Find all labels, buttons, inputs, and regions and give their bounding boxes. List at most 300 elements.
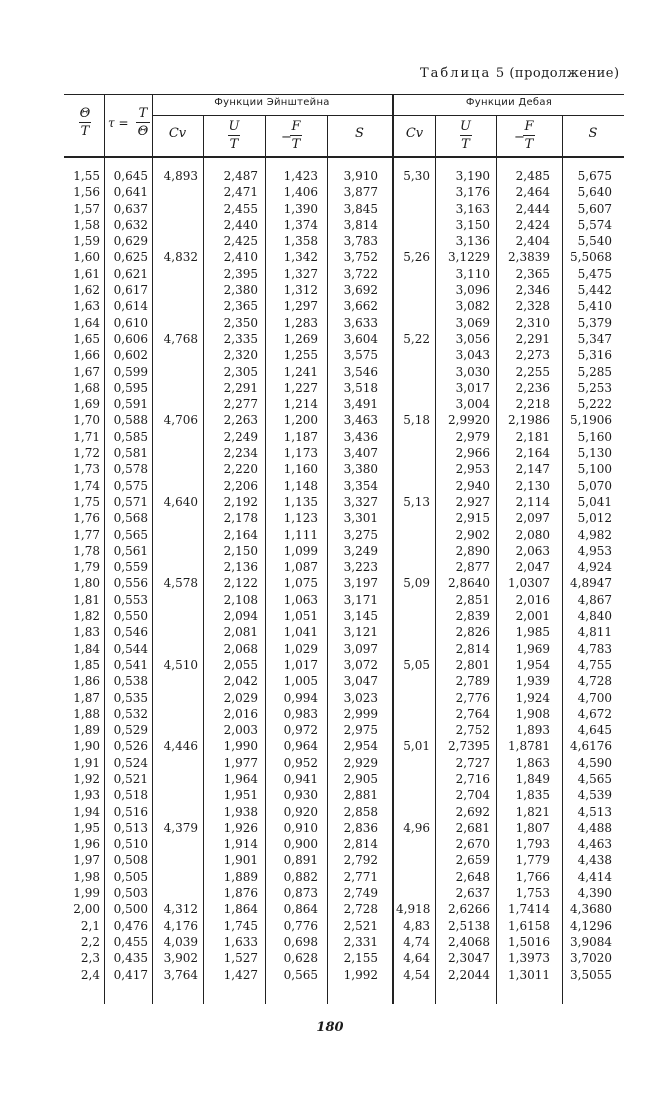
table-cell [396,478,430,494]
table-cell: 1,56 [73,185,100,200]
table-cell [156,706,198,722]
table-cell: 5,160 [577,429,612,444]
table-cell [156,478,198,494]
table-cell: 1,65 [73,331,100,346]
table-cell [396,364,430,380]
table-cell: 3,072 [343,657,378,672]
table-cell [156,755,198,771]
table-cell: 2,097 [515,511,550,526]
table-cell: 2,094 [223,609,258,624]
table-cell: 4,510 [163,657,198,672]
table-cell [156,885,198,901]
table-cell: 1,633 [223,934,258,949]
table-cell: 1,908 [515,706,550,721]
debye-u-over-t-column [440,168,490,983]
table-cell: 1,84 [73,641,100,656]
table-cell: 4,3680 [570,902,612,917]
table-cell: 1,269 [283,331,318,346]
table-cell: 0,417 [113,967,148,982]
table-cell: 2,5138 [448,918,490,933]
table-cell [396,461,430,477]
table-cell: 1,90 [73,739,100,754]
table-cell: 1,051 [283,609,318,624]
table-cell: 0,513 [113,820,148,835]
table-cell [396,852,430,868]
table-cell: 0,891 [283,853,318,868]
table-cell: 2,8640 [448,576,490,591]
table-cell: 1,8781 [508,739,550,754]
theta-num: Θ [79,106,91,121]
table-cell: 5,640 [577,185,612,200]
table-cell: 2,080 [515,527,550,542]
table-cell: 1,93 [73,788,100,803]
table-cell: 2,136 [223,560,258,575]
table-cell: 1,779 [515,853,550,868]
table-cell: 3,190 [455,169,490,183]
table-cell: 5,22 [403,331,430,346]
table-cell: 2,310 [515,315,550,330]
table-cell [396,201,430,217]
table-cell [396,706,430,722]
table-cell: 2,328 [515,299,550,314]
table-cell: 1,57 [73,201,100,216]
table-cell: 2,263 [223,413,258,428]
header-bottom-rule [64,156,624,158]
table-cell: 1,55 [73,169,100,183]
table-cell: 3,604 [343,331,378,346]
table-cell: 1,82 [73,609,100,624]
table-cell: 2,749 [343,886,378,901]
table-cell: 3,043 [455,348,490,363]
table-cell: 0,614 [113,299,148,314]
table-cell: 3,722 [343,266,378,281]
table-cell: 2,029 [223,690,258,705]
table-cell: 4,438 [577,853,612,868]
table-cell: 0,629 [113,234,148,249]
table-cell: 2,206 [223,478,258,493]
table-cell: 0,606 [113,331,148,346]
table-cell: 3,9084 [570,934,612,949]
table-cell: 2,9920 [448,413,490,428]
tau-den: Θ [137,124,149,139]
table-cell: 0,873 [283,886,318,901]
table-cell: 3,097 [343,641,378,656]
table-cell: 3,056 [455,331,490,346]
table-cell: 2,130 [515,478,550,493]
table-cell: 2,487 [223,169,258,183]
table-cell: 0,910 [283,820,318,835]
table-cell: 2,277 [223,397,258,412]
table-cell: 0,930 [283,788,318,803]
table-cell: 1,990 [223,739,258,754]
table-cell: 3,023 [343,690,378,705]
debye-cv-header: Cv [405,126,424,141]
einstein-group-header: Функции Эйнштейна [214,97,330,108]
table-cell: 1,951 [223,788,258,803]
table-cell: 2,291 [515,331,550,346]
table-cell: 0,556 [113,576,148,591]
table-cell: 2,826 [455,625,490,640]
table-cell: 4,83 [403,918,430,933]
table-cell: 0,621 [113,266,148,281]
table-cell: 3,380 [343,462,378,477]
table-cell: 0,591 [113,397,148,412]
table-cell: 0,508 [113,853,148,868]
table-cell: 2,836 [343,820,378,835]
table-cell: 0,455 [113,934,148,949]
table-cell: 1,95 [73,820,100,835]
table-cell: 4,672 [577,706,612,721]
table-cell: 1,406 [283,185,318,200]
table-cell: 4,390 [577,886,612,901]
table-cell [396,755,430,771]
table-cell [156,543,198,559]
table-cell: 2,927 [455,494,490,509]
table-cell: 3,171 [343,592,378,607]
table-cell: 1,342 [283,250,318,265]
table-cell: 1,214 [283,397,318,412]
table-cell: 1,5016 [508,934,550,949]
table-cell [156,347,198,363]
table-cell: 1,160 [283,462,318,477]
table-cell: 5,540 [577,234,612,249]
caption-label: Таблица [420,66,492,81]
table-cell [156,380,198,396]
col-rule-5 [327,115,328,1004]
debye-s-column [566,168,612,983]
table-cell: 5,442 [577,283,612,298]
table-cell: 1,111 [283,527,318,542]
table-cell: 1,66 [73,348,100,363]
col-rule-3 [203,115,204,1004]
table-cell: 1,063 [283,592,318,607]
table-cell: 0,565 [113,527,148,542]
table-cell: 0,526 [113,739,148,754]
table-cell: 1,61 [73,266,100,281]
table-cell: 1,86 [73,674,100,689]
table-cell: 4,1296 [570,918,612,933]
table-cell [156,608,198,624]
table-cell: 2,670 [455,837,490,852]
table-cell: 3,575 [343,348,378,363]
col-rule-1 [104,94,105,1004]
table-cell: 4,54 [403,967,430,982]
table-cell: 2,2044 [448,967,490,982]
table-cell: 4,700 [577,690,612,705]
table-cell: 5,30 [403,169,430,183]
table-cell: 2,3839 [508,250,550,265]
table-cell [396,282,430,298]
table-cell [396,233,430,249]
table-cell: 1,327 [283,266,318,281]
table-cell: 2,1986 [508,413,550,428]
table-cell: 5,410 [577,299,612,314]
table-cell: 0,625 [113,250,148,265]
table-cell: 1,901 [223,853,258,868]
table-cell: 0,476 [113,918,148,933]
table-cell: 4,488 [577,820,612,835]
table-cell: 2,929 [343,755,378,770]
table-cell: 5,675 [577,169,612,183]
table-cell: 1,97 [73,853,100,868]
table-cell [156,527,198,543]
table-cell: 0,972 [283,723,318,738]
table-cell: 4,768 [163,331,198,346]
table-cell [156,298,198,314]
table-cell: 2,464 [515,185,550,200]
table-cell: 1,75 [73,494,100,509]
table-cell: 2,728 [343,902,378,917]
table-cell [396,543,430,559]
table-cell: 3,301 [343,511,378,526]
table-cell: 2,440 [223,217,258,232]
table-cell: 2,001 [515,609,550,624]
table-cell: 1,849 [515,771,550,786]
table-cell: 5,041 [577,494,612,509]
table-cell: 4,867 [577,592,612,607]
table-cell: 0,952 [283,755,318,770]
table-cell: 2,858 [343,804,378,819]
table-cell: 4,982 [577,527,612,542]
table-cell: 3,518 [343,380,378,395]
table-cell: 0,595 [113,380,148,395]
table-cell: 0,941 [283,771,318,786]
table-cell: 2,2 [80,934,100,949]
table-cell [156,315,198,331]
table-cell: 2,320 [223,348,258,363]
table-cell: 0,561 [113,543,148,558]
table-cell: 0,529 [113,723,148,738]
table-cell: 2,063 [515,543,550,558]
table-cell: 2,839 [455,609,490,624]
tau-num: T [138,106,148,121]
table-cell: 1,893 [515,723,550,738]
table-cell: 1,91 [73,755,100,770]
table-cell [396,771,430,787]
table-cell: 2,122 [223,576,258,591]
table-cell: 1,89 [73,723,100,738]
table-cell: 0,588 [113,413,148,428]
table-cell: 3,110 [455,266,490,281]
table-cell: 1,81 [73,592,100,607]
table-cell: 1,67 [73,364,100,379]
table-cell: 5,070 [577,478,612,493]
table-cell: 1,939 [515,674,550,689]
table-cell: 3,436 [343,429,378,444]
einstein-minus-f-over-t-column [270,168,318,983]
table-cell: 2,752 [455,723,490,738]
table-cell: 3,407 [343,446,378,461]
table-cell: 0,541 [113,657,148,672]
table-cell: 2,776 [455,690,490,705]
table-cell: 5,475 [577,266,612,281]
table-cell: 2,236 [515,380,550,395]
table-cell: 0,983 [283,706,318,721]
table-cell: 3,017 [455,380,490,395]
table-cell: 0,568 [113,511,148,526]
table-cell: 2,915 [455,511,490,526]
table-cell: 3,692 [343,283,378,298]
table-cell [396,217,430,233]
einstein-cv-column [156,168,198,983]
table-cell: 3,163 [455,201,490,216]
table-cell: 1,374 [283,217,318,232]
group-sub-rule [152,115,624,116]
table-cell: 4,463 [577,837,612,852]
table-cell: 2,814 [343,837,378,852]
table-cell [396,315,430,331]
table-cell: 2,164 [515,446,550,461]
table-cell: 1,62 [73,283,100,298]
group-divider-rule [392,94,394,1004]
table-cell: 1,297 [283,299,318,314]
table-cell: 2,365 [515,266,550,281]
table-cell: 2,7395 [448,739,490,754]
table-cell: 2,192 [223,494,258,509]
table-cell: 3,030 [455,364,490,379]
table-cell: 2,164 [223,527,258,542]
table-cell: 2,902 [455,527,490,542]
table-cell: 1,312 [283,283,318,298]
debye-group-header: Функции Дебая [465,97,553,108]
table-cell: 5,18 [403,413,430,428]
table-cell: 0,641 [113,185,148,200]
table-cell: 1,63 [73,299,100,314]
table-cell [396,641,430,657]
table-cell: 0,882 [283,869,318,884]
table-cell: 2,455 [223,201,258,216]
table-cell: 2,485 [515,169,550,183]
table-cell: 1,187 [283,429,318,444]
table-cell: 1,926 [223,820,258,835]
table-cell: 1,78 [73,543,100,558]
einstein-u-over-t-column [208,168,258,983]
table-cell: 2,979 [455,429,490,444]
table-cell: 1,969 [515,641,550,656]
page-number: 180 [316,1020,344,1035]
table-cell: 3,5055 [570,967,612,982]
table-cell: 2,003 [223,723,258,738]
table-cell: 2,155 [343,951,378,966]
table-cell: 2,291 [223,380,258,395]
table-cell: 1,964 [223,771,258,786]
table-cell: 1,924 [515,690,550,705]
table-cell: 2,444 [515,201,550,216]
table-cell: 4,924 [577,560,612,575]
col-rule-8 [496,115,497,1004]
table-cell: 0,900 [283,837,318,852]
table-cell [396,592,430,608]
table-cell: 0,578 [113,462,148,477]
table-cell: 2,716 [455,771,490,786]
table-cell: 2,365 [223,299,258,314]
table-cell: 2,681 [455,820,490,835]
tau-column [108,168,148,983]
table-cell: 2,346 [515,283,550,298]
table-cell: 1,793 [515,837,550,852]
table-cell: 0,532 [113,706,148,721]
table-cell: 1,85 [73,657,100,672]
table-cell: 2,692 [455,804,490,819]
table-cell [396,624,430,640]
table-cell: 1,7414 [508,902,550,917]
table-cell: 3,1229 [448,250,490,265]
table-cell: 1,423 [283,169,318,183]
table-cell: 4,755 [577,657,612,672]
table-cell: 1,96 [73,837,100,852]
table-cell: 0,698 [283,934,318,949]
table-cell: 1,58 [73,217,100,232]
table-cell: 5,05 [403,657,430,672]
table-cell: 1,79 [73,560,100,575]
table-cell: 2,764 [455,706,490,721]
table-cell: 2,637 [455,886,490,901]
table-cell: 4,96 [403,820,430,835]
table-cell: 3,814 [343,217,378,232]
table-cell: 1,041 [283,625,318,640]
table-cell [396,559,430,575]
table-cell: 5,012 [577,511,612,526]
table-cell: 5,285 [577,364,612,379]
table-cell: 1,72 [73,446,100,461]
table-cell: 3,662 [343,299,378,314]
table-cell [396,836,430,852]
table-cell: 0,581 [113,446,148,461]
table-cell: 1,148 [283,478,318,493]
table-cell: 2,999 [343,706,378,721]
table-cell: 2,380 [223,283,258,298]
table-cell: 5,347 [577,331,612,346]
table-cell: 2,851 [455,592,490,607]
table-cell: 2,4068 [448,934,490,949]
table-cell: 0,435 [113,951,148,966]
table-cell: 1,88 [73,706,100,721]
table-cell: 1,835 [515,788,550,803]
table-cell: 5,100 [577,462,612,477]
table-cell: 2,940 [455,478,490,493]
table-cell: 2,521 [343,918,378,933]
debye-u-over-t-header: U T [460,119,471,152]
table-cell: 2,114 [515,494,550,509]
table-cell: 2,789 [455,674,490,689]
table-cell: 1,914 [223,837,258,852]
table-cell: 1,766 [515,869,550,884]
table-cell: 1,76 [73,511,100,526]
table-cell: 2,150 [223,543,258,558]
table-cell: 4,039 [163,934,198,949]
table-cell: 1,863 [515,755,550,770]
table-cell: 0,538 [113,674,148,689]
table-cell: 0,546 [113,625,148,640]
table-cell [156,559,198,575]
table-cell: 1,889 [223,869,258,884]
table-cell [156,673,198,689]
table-cell: 2,3047 [448,951,490,966]
table-cell: 0,516 [113,804,148,819]
table-cell: 2,814 [455,641,490,656]
table-cell: 5,130 [577,446,612,461]
table-cell: 1,075 [283,576,318,591]
table-cell: 2,220 [223,462,258,477]
table-cell: 3,096 [455,283,490,298]
table-cell [156,282,198,298]
table-cell: 1,227 [283,380,318,395]
table-cell [396,510,430,526]
table-cell [396,380,430,396]
table-cell: 4,64 [403,951,430,966]
table-cell: 3,327 [343,494,378,509]
table-cell: 4,74 [403,934,430,949]
